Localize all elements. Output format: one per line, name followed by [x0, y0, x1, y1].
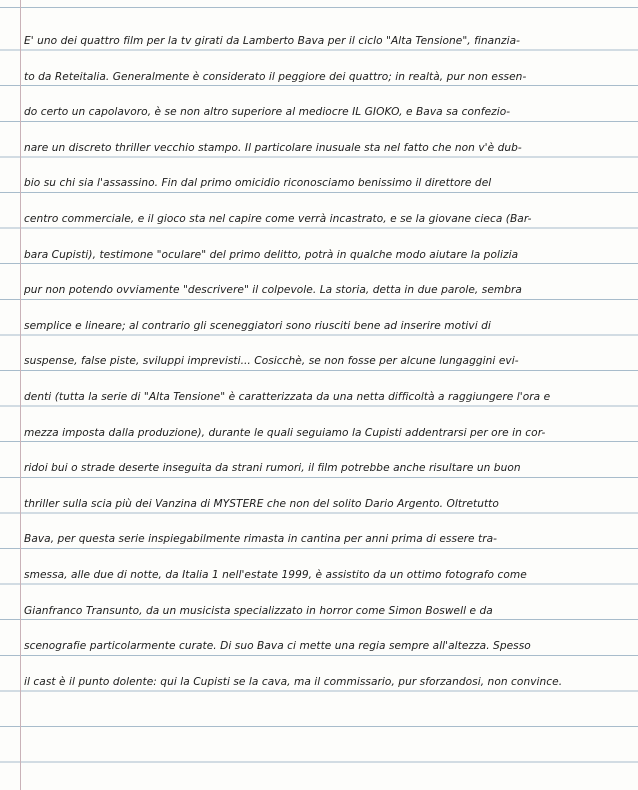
text-line: il cast è il punto dolente: qui la Cupisti se la cava, ma il commissario, pur sforzandosi, non convince. — [24, 675, 563, 688]
text-line: suspense, false piste, sviluppi imprevisti... Cosicchè, se non fosse per alcune lungaggini evi- — [24, 355, 519, 368]
text-line: centro commerciale, e il gioco sta nel capire come verrà incastrato, e se la giovane cieca (Bar- — [24, 212, 532, 225]
text-line: bio su chi sia l'assassino. Fin dal primo omicidio riconosciamo benissimo il direttore del — [24, 177, 492, 190]
text-line: semplice e lineare; al contrario gli sceneggiatori sono riusciti bene ad inserire motivi di — [24, 319, 491, 332]
text-line: smessa, alle due di notte, da Italia 1 nell'estate 1999, è assistito da un ottimo fotografo come — [24, 568, 527, 581]
text-line: scenografie particolarmente curate. Di suo Bava ci mette una regia sempre all'altezza. Spesso — [24, 640, 531, 653]
text-line: pur non potendo ovviamente "descrivere" il colpevole. La storia, detta in due parole, sembra — [24, 284, 522, 297]
text-line: denti (tutta la serie di "Alta Tensione" è caratterizzata da una netta difficoltà a raggiungere l'ora e — [24, 390, 551, 403]
text-line: thriller sulla scia più dei Vanzina di MYSTERE che non del solito Dario Argento. Oltretutto — [24, 497, 499, 510]
text-line: mezza imposta dalla produzione), durante le quali seguiamo la Cupisti addentrarsi per ore in cor- — [24, 426, 546, 439]
handwritten-text — [24, 24, 634, 700]
text-line: Bava, per questa serie inspiegabilmente rimasta in cantina per anni prima di essere tra- — [24, 533, 498, 546]
text-line: bara Cupisti), testimone "oculare" del primo delitto, potrà in qualche modo aiutare la polizia — [24, 248, 519, 261]
text-line: Gianfranco Transunto, da un musicista specializzato in horror come Simon Boswell e da — [24, 604, 493, 617]
text-line: nare un discreto thriller vecchio stampo. Il particolare inusuale sta nel fatto che non v'è dub- — [24, 141, 522, 154]
text-line: do certo un capolavoro, è se non altro superiore al mediocre IL GIOKO, e Bava sa confezio- — [24, 106, 511, 119]
text-line: to da Reteitalia. Generalmente è considerato il peggiore dei quattro; in realtà, pur non essen- — [24, 70, 527, 83]
text-line: E' uno dei quattro film per la tv girati da Lamberto Bava per il ciclo "Alta Tensione", finanzia- — [24, 35, 520, 47]
text-line: ridoi bui o strade deserte inseguita da strani rumori, il film potrebbe anche risultare un buon — [24, 462, 521, 475]
margin-line — [20, 0, 21, 790]
